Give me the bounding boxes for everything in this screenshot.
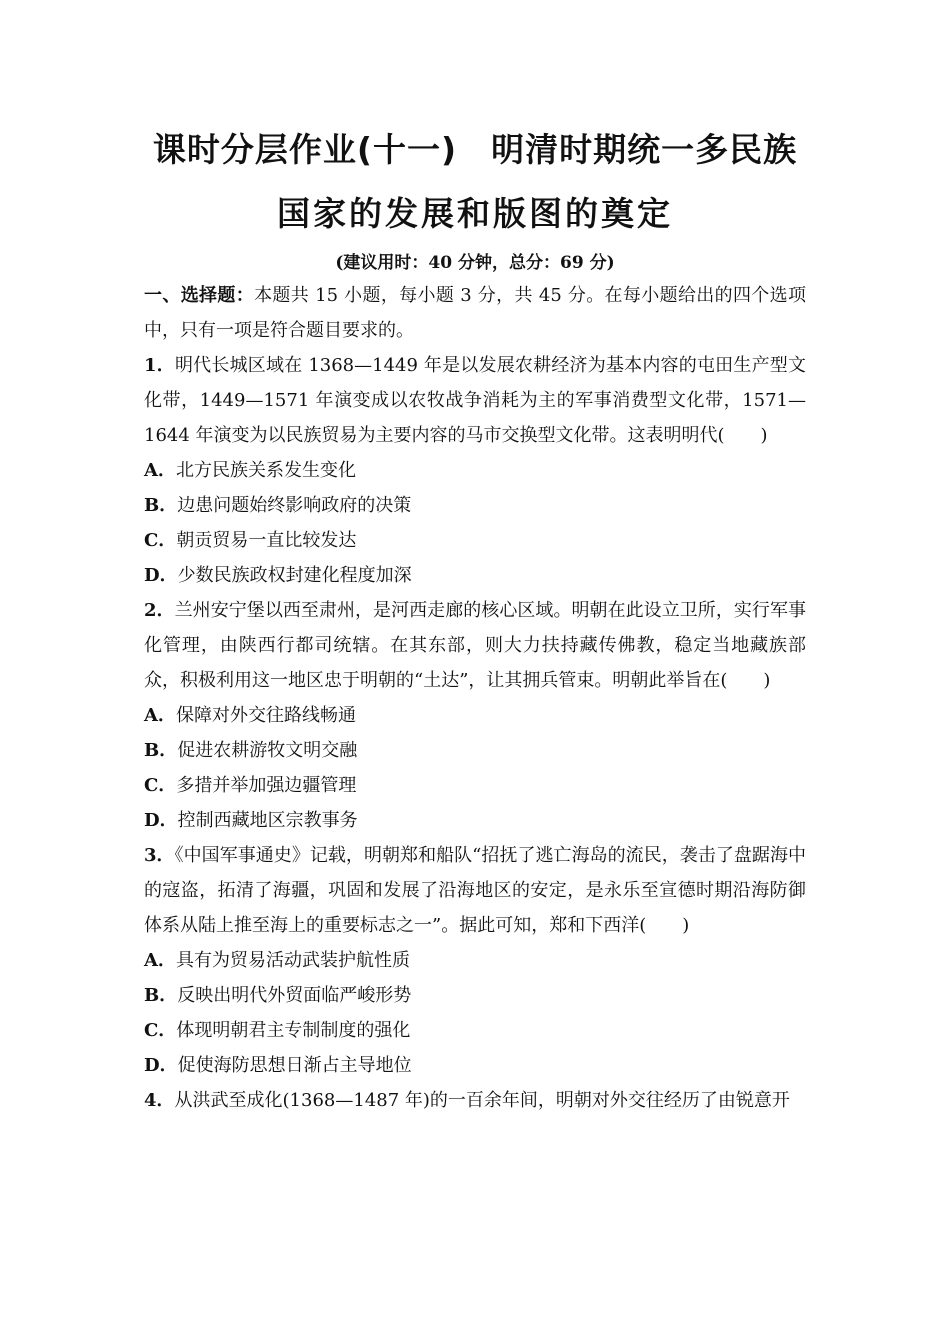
option-d[interactable] (144, 1048, 806, 1083)
question-text: 兰州安宁堡以西至肃州，是河西走廊的核心区域。明朝在此设立卫所，实行军事化管理，由陕西行都司统辖。在其东部，则大力扶持藏传佛教，稳定当地藏族部众，积极利用这一地区忠于明朝的“土达”，让其拥兵管束。明朝此举旨在( ) (144, 600, 806, 691)
option-text: 促使海防思想日渐占主导地位 (177, 1055, 412, 1076)
option-text: 少数民族政权封建化程度加深 (177, 565, 412, 586)
section-text: 本题共 15 小题，每小题 3 分，共 45 分。在每小题给出的四个选项中，只有一项是符合题目要求的。 (144, 285, 807, 341)
option-letter: D． (144, 1055, 178, 1076)
option-b[interactable] (144, 733, 806, 768)
option-text: 反映出明代外贸面临严峻形势 (177, 985, 412, 1006)
question-stem (144, 1083, 806, 1118)
option-letter: A． (144, 705, 176, 726)
question-text: 明代长城区域在 1368—1449 年是以发展农耕经济为基本内容的屯田生产型文化带，1449—1571 年演变成以农牧战争消耗为主的军事消费型文化带，1571—1644 年演变为以民族贸易为主要内容的马市交换型文化带。这表明明代( ) (144, 355, 807, 446)
section-label: 一、选择题： (144, 285, 255, 306)
option-letter: A． (144, 460, 176, 481)
option-text: 多措并举加强边疆管理 (176, 775, 357, 796)
title-line-2: 国家的发展和版图的奠定 (277, 194, 673, 233)
option-letter: C． (144, 1020, 177, 1041)
section-instructions (144, 278, 806, 348)
option-c[interactable] (144, 1013, 806, 1048)
option-a[interactable] (144, 943, 806, 978)
document-title (144, 118, 806, 246)
option-a[interactable] (144, 698, 806, 733)
option-letter: C． (144, 530, 177, 551)
option-letter: C． (144, 775, 177, 796)
title-line-1: 课时分层作业(十一) 明清时期统一多民族 (152, 130, 798, 169)
option-b[interactable] (144, 488, 806, 523)
option-d[interactable] (144, 803, 806, 838)
option-text: 促进农耕游牧文明交融 (177, 740, 358, 761)
option-letter: B． (144, 740, 178, 761)
option-letter: B． (144, 495, 178, 516)
question-text: 从洪武至成化(1368—1487 年)的一百余年间，明朝对外交往经历了由锐意开 (174, 1090, 790, 1111)
option-text: 边患问题始终影响政府的决策 (177, 495, 412, 516)
time-score-note: (建议用时：40 分钟，总分：69 分) (335, 253, 615, 273)
question-stem (144, 348, 806, 453)
question-2 (144, 593, 806, 838)
document-page (144, 118, 806, 1118)
option-text: 朝贡贸易一直比较发达 (176, 530, 357, 551)
option-letter: D． (144, 810, 178, 831)
question-1 (144, 348, 806, 593)
question-stem (144, 838, 806, 943)
option-text: 控制西藏地区宗教事务 (177, 810, 358, 831)
option-c[interactable] (144, 768, 806, 803)
option-text: 具有为贸易活动武装护航性质 (175, 950, 410, 971)
option-letter: B． (144, 985, 178, 1006)
option-d[interactable] (144, 558, 806, 593)
option-text: 体现明朝君主专制制度的强化 (176, 1020, 411, 1041)
option-text: 保障对外交往路线畅通 (175, 705, 356, 726)
option-b[interactable] (144, 978, 806, 1013)
question-3 (144, 838, 806, 1083)
question-number: 3． (144, 845, 175, 866)
option-text: 北方民族关系发生变化 (175, 460, 356, 481)
question-4 (144, 1083, 806, 1118)
option-letter: D． (144, 565, 178, 586)
question-number: 2． (144, 600, 175, 621)
question-number: 4． (144, 1090, 175, 1111)
option-letter: A． (144, 950, 176, 971)
question-stem (144, 593, 806, 698)
question-number: 1． (144, 355, 175, 376)
option-a[interactable] (144, 453, 806, 488)
question-text: 《中国军事通史》记载，明朝郑和船队“招抚了逃亡海岛的流民，袭击了盘踞海中的寇盗，拓清了海疆，巩固和发展了沿海地区的安定，是永乐至宣德时期沿海防御体系从陆上推至海上的重要标志之一”。据此可知，郑和下西洋( ) (144, 845, 806, 936)
option-c[interactable] (144, 523, 806, 558)
